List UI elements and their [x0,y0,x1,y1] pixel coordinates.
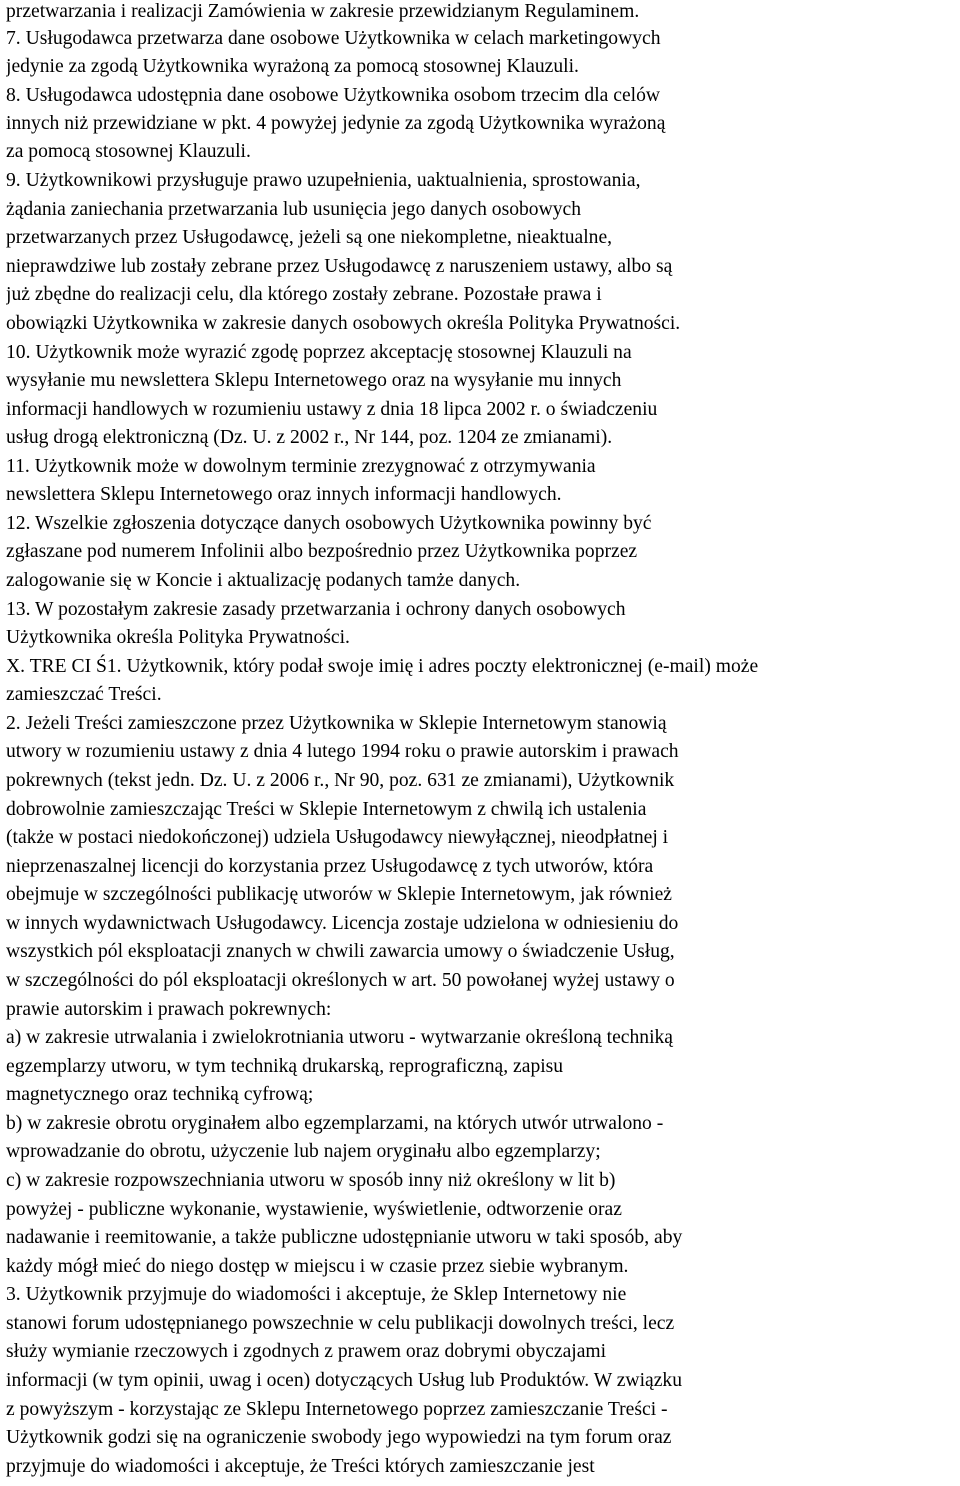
text-line: żądania zaniechania przetwarzania lub usunięcia jego danych osobowych [6,199,582,220]
text-line: informacji (w tym opinii, uwag i ocen) dotyczących Usług lub Produktów. W związku [6,1370,683,1391]
text-line: jedynie za zgodą Użytkownika wyrażoną za pomocą stosownej Klauzuli. [6,56,579,77]
text-line: utwory w rozumieniu ustawy z dnia 4 lutego 1994 roku o prawie autorskim i prawach [6,741,679,762]
text-line: przyjmuje do wiadomości i akceptuje, że Treści których zamieszczanie jest [6,1456,595,1477]
text-line: z powyższym - korzystając ze Sklepu Internetowego poprzez zamieszczanie Treści - [6,1399,668,1420]
text-line: 11. Użytkownik może w dowolnym terminie zrezygnować z otrzymywania [6,456,596,477]
text-line: 10. Użytkownik może wyrazić zgodę poprzez akceptację stosownej Klauzuli na [6,342,632,363]
text-line: w innych wydawnictwach Usługodawcy. Licencja zostaje udzielona w odniesieniu do [6,913,679,934]
text-line: 2. Jeżeli Treści zamieszczone przez Użytkownika w Sklepie Internetowym stanowią [6,713,667,734]
text-line: Użytkownik godzi się na ograniczenie swobody jego wypowiedzi na tym forum oraz [6,1427,672,1448]
text-line: prawie autorskim i prawach pokrewnych: [6,999,332,1020]
text-line: Użytkownika określa Polityka Prywatności. [6,627,350,648]
text-line: obowiązki Użytkownika w zakresie danych osobowych określa Polityka Prywatności. [6,313,681,334]
text-line: służy wymianie rzeczowych i zgodnych z prawem oraz dobrymi obyczajami [6,1341,607,1362]
text-line: a) w zakresie utrwalania i zwielokrotniania utworu - wytwarzanie określoną techniką [6,1027,674,1048]
text-line: nieprzenaszalnej licencji do korzystania przez Usługodawcę z tych utworów, która [6,856,654,877]
text-line: innych niż przewidziane w pkt. 4 powyżej jedynie za zgodą Użytkownika wyrażoną [6,113,666,134]
text-line: w szczególności do pól eksploatacji określonych w art. 50 powołanej wyżej ustawy o [6,970,675,991]
text-line: wszystkich pól eksploatacji znanych w chwili zawarcia umowy o świadczenie Usług, [6,941,675,962]
text-line: magnetycznego oraz techniką cyfrową; [6,1084,314,1105]
text-line: informacji handlowych w rozumieniu ustawy z dnia 18 lipca 2002 r. o świadczeniu [6,399,658,420]
text-line: nieprawdziwe lub zostały zebrane przez Usługodawcę z naruszeniem ustawy, albo są [6,256,673,277]
text-line: X. TRE CI Ś1. Użytkownik, który podał swoje imię i adres poczty elektronicznej (e-mail) może [6,656,759,677]
text-line: newslettera Sklepu Internetowego oraz innych informacji handlowych. [6,484,562,505]
text-line: usług drogą elektroniczną (Dz. U. z 2002 r., Nr 144, poz. 1204 ze zmianami). [6,427,613,448]
text-line: przetwarzanych przez Usługodawcę, jeżeli są one niekompletne, nieaktualne, [6,227,613,248]
text-line: zamieszczać Treści. [6,684,162,705]
text-line: już zbędne do realizacji celu, dla którego zostały zebrane. Pozostałe prawa i [6,284,602,305]
text-line: egzemplarzy utworu, w tym techniką drukarską, reprograficzną, zapisu [6,1056,564,1077]
text-line: dobrowolnie zamieszczając Treści w Sklepie Internetowym z chwilą ich ustalenia [6,799,647,820]
text-line: wysyłanie mu newslettera Sklepu Internetowego oraz na wysyłanie mu innych [6,370,622,391]
text-line: wprowadzanie do obrotu, użyczenie lub najem oryginału albo egzemplarzy; [6,1141,601,1162]
text-line: pokrewnych (tekst jedn. Dz. U. z 2006 r., Nr 90, poz. 631 ze zmianami), Użytkownik [6,770,675,791]
text-line: za pomocą stosownej Klauzuli. [6,141,251,162]
text-line: 9. Użytkownikowi przysługuje prawo uzupełnienia, uaktualnienia, sprostowania, [6,170,641,191]
text-line: przetwarzania i realizacji Zamówienia w zakresie przewidzianym Regulaminem. [6,1,640,22]
text-line: (także w postaci niedokończonej) udziela Usługodawcy niewyłącznej, nieodpłatnej i [6,827,669,848]
document-page [6,0,956,1486]
text-line: 12. Wszelkie zgłoszenia dotyczące danych osobowych Użytkownika powinny być [6,513,652,534]
text-line: obejmuje w szczególności publikację utworów w Sklepie Internetowym, jak również [6,884,672,905]
text-line: 7. Usługodawca przetwarza dane osobowe Użytkownika w celach marketingowych [6,28,661,49]
text-line: nadawanie i reemitowanie, a także publiczne udostępnianie utworu w taki sposób, aby [6,1227,683,1248]
text-line: 8. Usługodawca udostępnia dane osobowe Użytkownika osobom trzecim dla celów [6,85,661,106]
text-line: każdy mógł mieć do niego dostęp w miejscu i w czasie przez siebie wybranym. [6,1256,629,1277]
text-line: 13. W pozostałym zakresie zasady przetwarzania i ochrony danych osobowych [6,599,626,620]
text-line: zgłaszane pod numerem Infolinii albo bezpośrednio przez Użytkownika poprzez [6,541,638,562]
text-line: b) w zakresie obrotu oryginałem albo egzemplarzami, na których utwór utrwalono - [6,1113,664,1134]
text-line: 3. Użytkownik przyjmuje do wiadomości i akceptuje, że Sklep Internetowy nie [6,1284,627,1305]
text-line: c) w zakresie rozpowszechniania utworu w sposób inny niż określony w lit b) [6,1170,616,1191]
text-line: stanowi forum udostępnianego powszechnie w celu publikacji dowolnych treści, lecz [6,1313,675,1334]
text-line: zalogowanie się w Koncie i aktualizację podanych tamże danych. [6,570,521,591]
text-line: powyżej - publiczne wykonanie, wystawienie, wyświetlenie, odtworzenie oraz [6,1199,622,1220]
